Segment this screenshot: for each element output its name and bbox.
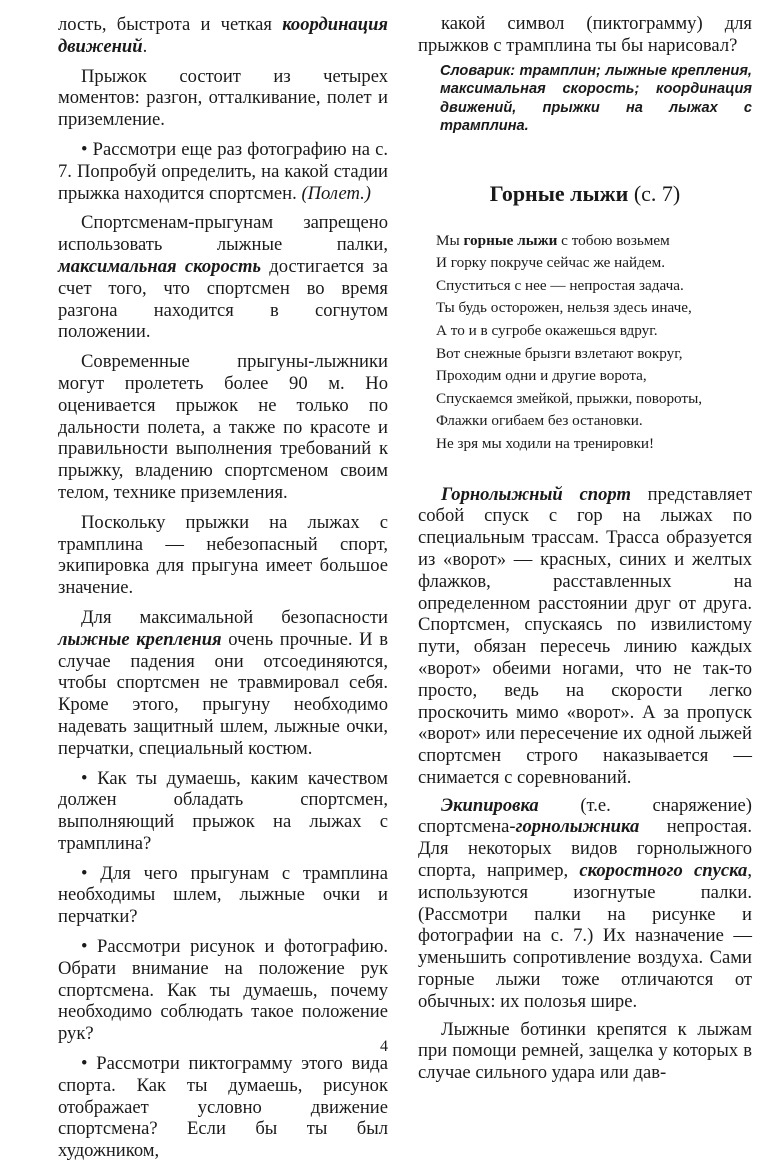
poem-line: Мы горные лыжи с тобою возьмем xyxy=(436,231,670,249)
paragraph: Современные прыгуны-лыжники могут пролететь более 90 м. Но оценивается прыжок не только по дальности полета, а также по красоте и правильности выполнения требований к прыжку, владению спортсменом своим телом, технике приземления. xyxy=(58,351,388,503)
paragraph: Для максимальной безопасности лыжные крепления очень прочные. И в случае падения они отсоединяются, чтобы спортсмен не травмировал себя. Кроме этого, прыгуну необходимо надевать защитный шлем, лыжные очки, перчатки, специальный костюм. xyxy=(58,606,388,759)
question-paragraph: • Как ты думаешь, каким качеством должен обладать спортсмен, выполняющий прыжок на лыжах с трамплина? xyxy=(58,767,388,854)
paragraph: лость, быстрота и четкая координация движений. xyxy=(58,14,388,57)
page-number: 4 xyxy=(380,1038,388,1055)
paragraph: Поскольку прыжки на лыжах с трамплина — небезопасный спорт, экипировка для прыгуна имеет большое значение. xyxy=(58,511,388,599)
paragraph: Прыжок состоит из четырех моментов: разгон, отталкивание, полет и приземление. xyxy=(58,65,388,131)
poem xyxy=(436,230,752,456)
poem-line: Спуститься с нее — непростая задача. xyxy=(436,276,684,294)
poem-line: Вот снежные брызги взлетают вокруг, xyxy=(436,344,683,362)
section-heading: Горные лыжи (с. 7) xyxy=(489,180,681,206)
paragraph: Спортсменам-прыгунам запрещено использовать лыжные палки, максимальная скорость достигается за счет того, что спортсмен во время разгона находится в согнутом положении. xyxy=(58,212,388,343)
paragraph: Лыжные ботинки крепятся к лыжам при помощи ремней, защелка у которых в случае сильного удара или дав- xyxy=(418,1018,752,1084)
left-column xyxy=(58,0,388,1162)
poem-line: Ты будь осторожен, нельзя здесь иначе, xyxy=(436,299,692,317)
question-paragraph: • Для чего прыгунам с трамплина необходимы шлем, лыжные очки и перчатки? xyxy=(58,862,388,928)
paragraph: Экипировка (т.е. снаряжение) спортсмена-горнолыжника непростая. Для некоторых видов горнолыжного спорта, например, скоростного спуска, используются изогнутые палки. (Рассмотри палки на рисунке и фотографии на с. 7.) Их назначение — уменьшить сопротивление воздуха. Сами горные лыжи тоже отличаются от обычных: их полозья шире. xyxy=(418,794,752,1012)
right-column xyxy=(418,0,752,1084)
poem-line: Спускаемся змейкой, прыжки, повороты, xyxy=(436,389,703,407)
poem-line: И горку покруче сейчас же найдем. xyxy=(436,254,666,272)
poem-line: Флажки огибаем без остановки. xyxy=(436,412,643,430)
paragraph: какой символ (пиктограмму) для прыжков с трамплина ты бы нарисовал? xyxy=(418,13,752,56)
question-paragraph: • Рассмотри еще раз фотографию на с. 7. Попробуй определить, на какой стадии прыжка находится спортсмен. (Полет.) xyxy=(58,138,388,204)
paragraph: Горнолыжный спорт представляет собой спуск с гор на лыжах по специальным трассам. Трасса образуется из «ворот» — красных, синих и желтых флажков, расставленных на определенном расстоянии друг от друга. Спортсмен, спускаясь по извилистому пути, обязан пересечь линию каждых «ворот» обеими ногами, что не так-то просто, ведь на скорости легко проскочить мимо «ворот». А за пропуск «ворот» или пересечение их одной лыжей спортсмен строго наказывается — снимается с соревнований. xyxy=(418,483,752,788)
question-paragraph: • Рассмотри пиктограмму этого вида спорта. Как ты думаешь, рисунок отображает условно движение спортсмена? Если бы ты был художником, xyxy=(58,1053,388,1162)
poem-line: Не зря мы ходили на тренировки! xyxy=(436,434,655,452)
vocabulary-box: Словарик: трамплин; лыжные крепления, максимальная скорость; координация движений, прыжки на лыжах с трамплина. xyxy=(440,62,752,135)
poem-line: Проходим одни и другие ворота, xyxy=(436,367,647,385)
poem-line: А то и в сугробе окажешься вдруг. xyxy=(436,321,658,339)
question-paragraph: • Рассмотри рисунок и фотографию. Обрати внимание на положение рук спортсмена. Как ты думаешь, почему необходимо соблюдать такое положение рук? xyxy=(58,936,388,1045)
